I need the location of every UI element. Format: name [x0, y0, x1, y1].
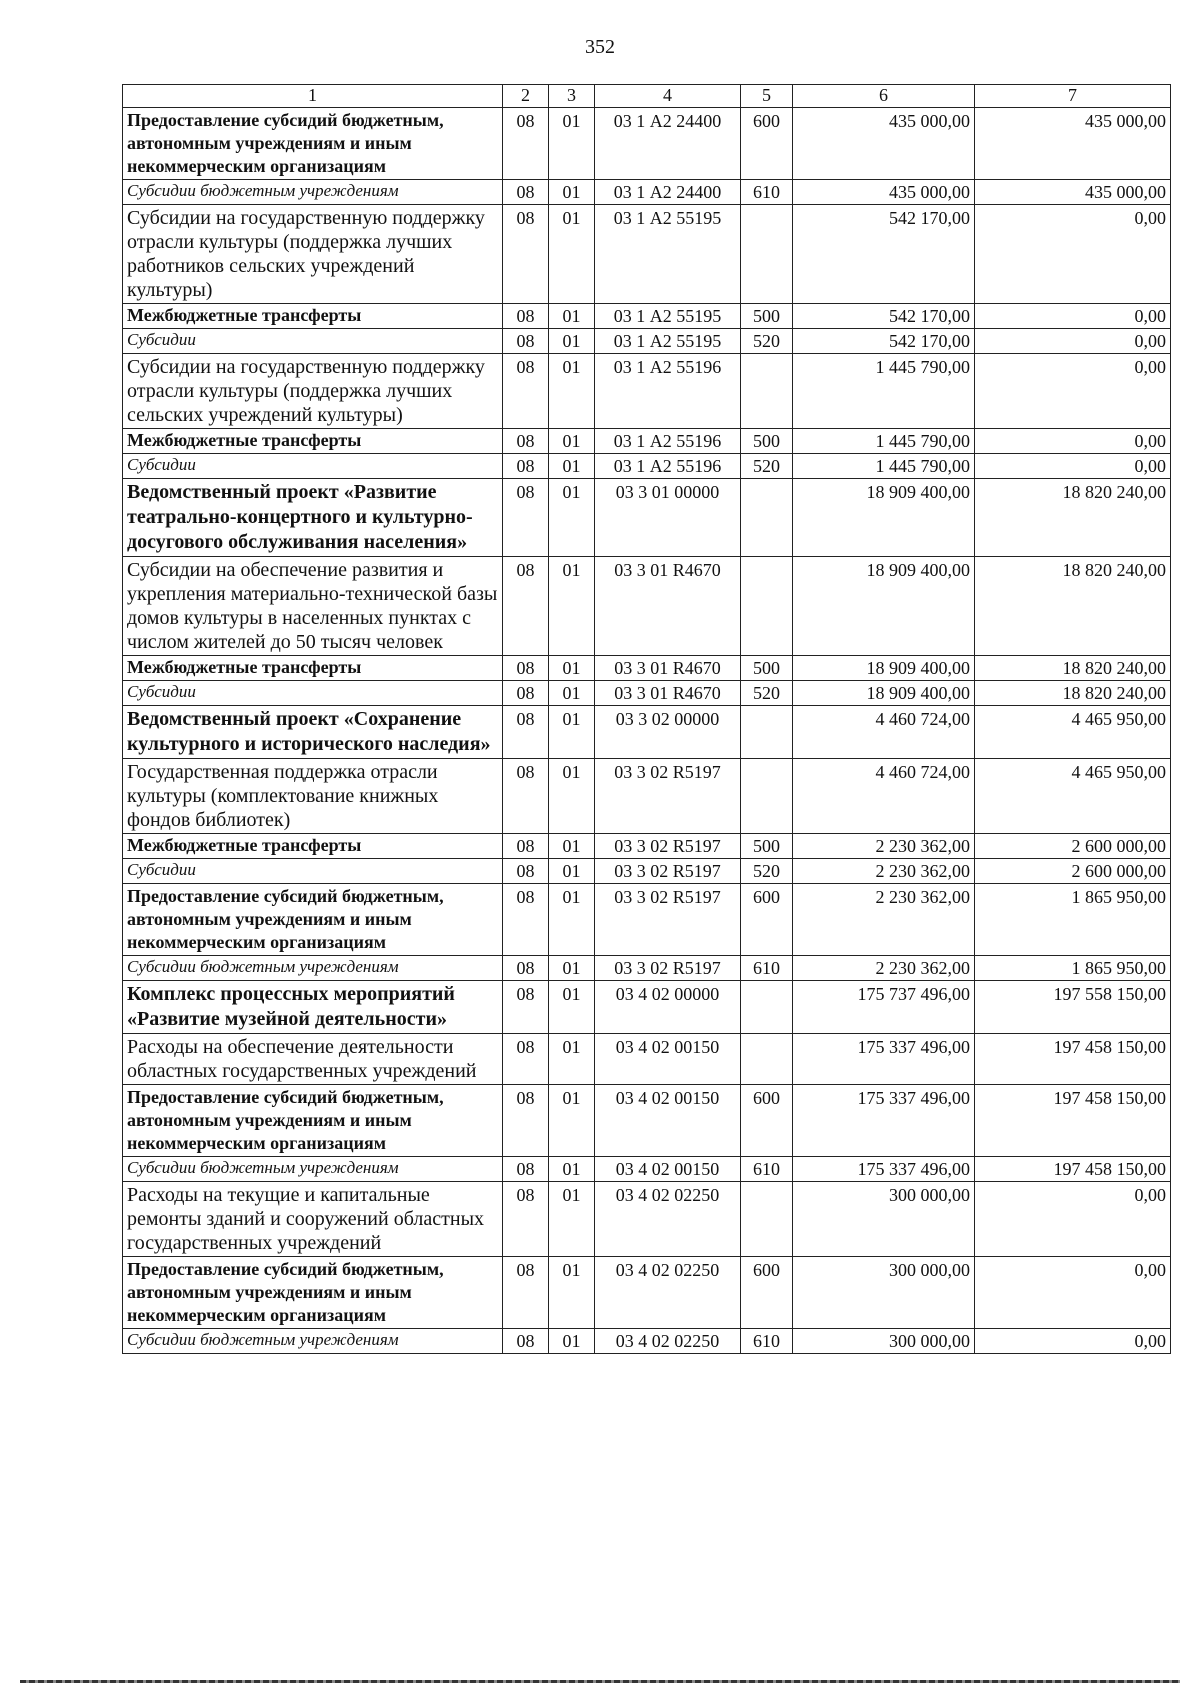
- row-name-cell: Субсидии: [123, 681, 503, 706]
- amount-col6-cell: 2 230 362,00: [793, 884, 975, 956]
- target-article-cell: 03 1 А2 55196: [595, 429, 741, 454]
- table-row: [123, 1329, 1171, 1354]
- amount-col7-cell: 18 820 240,00: [975, 681, 1171, 706]
- section-code-cell: 08: [503, 108, 549, 180]
- section-code-cell: 08: [503, 1329, 549, 1354]
- amount-col6-cell: 435 000,00: [793, 180, 975, 205]
- subsection-code-cell: 01: [549, 180, 595, 205]
- section-code-cell: 08: [503, 884, 549, 956]
- amount-col6-cell: 300 000,00: [793, 1329, 975, 1354]
- expense-type-cell: 520: [741, 681, 793, 706]
- target-article-cell: 03 1 А2 55196: [595, 454, 741, 479]
- expense-type-cell: 520: [741, 859, 793, 884]
- row-name-cell: Межбюджетные трансферты: [123, 429, 503, 454]
- target-article-cell: 03 1 А2 55195: [595, 329, 741, 354]
- section-code-cell: 08: [503, 1257, 549, 1329]
- amount-col7-cell: 4 465 950,00: [975, 759, 1171, 834]
- subsection-code-cell: 01: [549, 1085, 595, 1157]
- page-number: 352: [585, 36, 615, 58]
- target-article-cell: 03 3 02 R5197: [595, 956, 741, 981]
- amount-col7-cell: 2 600 000,00: [975, 859, 1171, 884]
- amount-col6-cell: 18 909 400,00: [793, 557, 975, 656]
- row-name-cell: Государственная поддержка отрасли культуры (комплектование книжных фондов библиотек): [123, 759, 503, 834]
- expense-type-cell: 500: [741, 304, 793, 329]
- amount-col7-cell: 197 558 150,00: [975, 981, 1171, 1034]
- table-row: [123, 706, 1171, 759]
- section-code-cell: 08: [503, 205, 549, 304]
- table-row: [123, 1157, 1171, 1182]
- table-row: [123, 329, 1171, 354]
- row-name-cell: Комплекс процессных мероприятий «Развитие музейной деятельности»: [123, 981, 503, 1034]
- expense-type-cell: 600: [741, 884, 793, 956]
- target-article-cell: 03 4 02 02250: [595, 1329, 741, 1354]
- row-name-cell: Предоставление субсидий бюджетным, автономным учреждениям и иным некоммерческим организациям: [123, 884, 503, 956]
- row-name-cell: Межбюджетные трансферты: [123, 834, 503, 859]
- table-row: [123, 557, 1171, 656]
- amount-col6-cell: 175 737 496,00: [793, 981, 975, 1034]
- row-name-cell: Субсидии бюджетным учреждениям: [123, 956, 503, 981]
- expense-type-cell: 610: [741, 1329, 793, 1354]
- amount-col7-cell: 18 820 240,00: [975, 479, 1171, 557]
- amount-col7-cell: 4 465 950,00: [975, 706, 1171, 759]
- subsection-code-cell: 01: [549, 354, 595, 429]
- subsection-code-cell: 01: [549, 205, 595, 304]
- target-article-cell: 03 3 01 R4670: [595, 681, 741, 706]
- amount-col6-cell: 2 230 362,00: [793, 859, 975, 884]
- row-name-cell: Расходы на текущие и капитальные ремонты зданий и сооружений областных государственных учреждений: [123, 1182, 503, 1257]
- amount-col6-cell: 542 170,00: [793, 329, 975, 354]
- amount-col6-cell: 435 000,00: [793, 108, 975, 180]
- target-article-cell: 03 3 02 00000: [595, 706, 741, 759]
- subsection-code-cell: 01: [549, 656, 595, 681]
- amount-col6-cell: 175 337 496,00: [793, 1034, 975, 1085]
- amount-col6-cell: 175 337 496,00: [793, 1157, 975, 1182]
- expense-type-cell: 500: [741, 834, 793, 859]
- subsection-code-cell: 01: [549, 681, 595, 706]
- amount-col6-cell: 1 445 790,00: [793, 429, 975, 454]
- amount-col7-cell: 2 600 000,00: [975, 834, 1171, 859]
- amount-col7-cell: 1 865 950,00: [975, 884, 1171, 956]
- table-row: [123, 108, 1171, 180]
- section-code-cell: 08: [503, 454, 549, 479]
- expense-type-cell: 610: [741, 956, 793, 981]
- amount-col6-cell: 1 445 790,00: [793, 454, 975, 479]
- amount-col7-cell: 0,00: [975, 329, 1171, 354]
- column-header-1: 1: [123, 85, 503, 108]
- amount-col6-cell: 18 909 400,00: [793, 681, 975, 706]
- expense-type-cell: 520: [741, 329, 793, 354]
- section-code-cell: 08: [503, 180, 549, 205]
- table-row: [123, 981, 1171, 1034]
- target-article-cell: 03 3 01 00000: [595, 479, 741, 557]
- row-name-cell: Субсидии на государственную поддержку отрасли культуры (поддержка лучших работников сельских учреждений культуры): [123, 205, 503, 304]
- target-article-cell: 03 1 А2 55195: [595, 304, 741, 329]
- section-code-cell: 08: [503, 981, 549, 1034]
- amount-col6-cell: 1 445 790,00: [793, 354, 975, 429]
- subsection-code-cell: 01: [549, 884, 595, 956]
- amount-col6-cell: 542 170,00: [793, 205, 975, 304]
- target-article-cell: 03 4 02 02250: [595, 1257, 741, 1329]
- expense-type-cell: 500: [741, 656, 793, 681]
- row-name-cell: Межбюджетные трансферты: [123, 304, 503, 329]
- subsection-code-cell: 01: [549, 706, 595, 759]
- amount-col6-cell: 4 460 724,00: [793, 759, 975, 834]
- section-code-cell: 08: [503, 429, 549, 454]
- target-article-cell: 03 3 02 R5197: [595, 834, 741, 859]
- section-code-cell: 08: [503, 479, 549, 557]
- table-row: [123, 180, 1171, 205]
- row-name-cell: Субсидии: [123, 329, 503, 354]
- section-code-cell: 08: [503, 1034, 549, 1085]
- subsection-code-cell: 01: [549, 429, 595, 454]
- target-article-cell: 03 1 А2 24400: [595, 108, 741, 180]
- section-code-cell: 08: [503, 354, 549, 429]
- table-row: [123, 956, 1171, 981]
- row-name-cell: Субсидии на государственную поддержку отрасли культуры (поддержка лучших сельских учреждений культуры): [123, 354, 503, 429]
- column-header-6: 6: [793, 85, 975, 108]
- amount-col7-cell: 0,00: [975, 1329, 1171, 1354]
- target-article-cell: 03 1 А2 55195: [595, 205, 741, 304]
- table-row: [123, 656, 1171, 681]
- table-body: [123, 108, 1171, 1354]
- expense-type-cell: 600: [741, 108, 793, 180]
- target-article-cell: 03 4 02 00000: [595, 981, 741, 1034]
- target-article-cell: 03 4 02 00150: [595, 1157, 741, 1182]
- row-name-cell: Субсидии бюджетным учреждениям: [123, 180, 503, 205]
- amount-col6-cell: 18 909 400,00: [793, 656, 975, 681]
- section-code-cell: 08: [503, 656, 549, 681]
- expense-type-cell: [741, 981, 793, 1034]
- subsection-code-cell: 01: [549, 1157, 595, 1182]
- amount-col7-cell: 435 000,00: [975, 180, 1171, 205]
- expense-type-cell: 500: [741, 429, 793, 454]
- amount-col7-cell: 0,00: [975, 354, 1171, 429]
- column-header-5: 5: [741, 85, 793, 108]
- table-row: [123, 681, 1171, 706]
- target-article-cell: 03 3 01 R4670: [595, 656, 741, 681]
- row-name-cell: Субсидии на обеспечение развития и укрепления материально-технической базы домов культуры в населенных пунктах с числом жителей до 50 тысяч человек: [123, 557, 503, 656]
- section-code-cell: 08: [503, 859, 549, 884]
- subsection-code-cell: 01: [549, 557, 595, 656]
- table-row: [123, 205, 1171, 304]
- amount-col7-cell: 0,00: [975, 429, 1171, 454]
- section-code-cell: 08: [503, 1157, 549, 1182]
- target-article-cell: 03 4 02 00150: [595, 1034, 741, 1085]
- amount-col7-cell: 435 000,00: [975, 108, 1171, 180]
- section-code-cell: 08: [503, 681, 549, 706]
- subsection-code-cell: 01: [549, 1329, 595, 1354]
- expense-type-cell: [741, 759, 793, 834]
- target-article-cell: 03 3 02 R5197: [595, 884, 741, 956]
- amount-col6-cell: 300 000,00: [793, 1182, 975, 1257]
- target-article-cell: 03 3 02 R5197: [595, 759, 741, 834]
- row-name-cell: Расходы на обеспечение деятельности областных государственных учреждений: [123, 1034, 503, 1085]
- amount-col6-cell: 18 909 400,00: [793, 479, 975, 557]
- expense-type-cell: 600: [741, 1257, 793, 1329]
- section-code-cell: 08: [503, 759, 549, 834]
- target-article-cell: 03 1 А2 24400: [595, 180, 741, 205]
- subsection-code-cell: 01: [549, 981, 595, 1034]
- subsection-code-cell: 01: [549, 1182, 595, 1257]
- amount-col7-cell: 0,00: [975, 1182, 1171, 1257]
- subsection-code-cell: 01: [549, 759, 595, 834]
- amount-col7-cell: 0,00: [975, 205, 1171, 304]
- amount-col6-cell: 2 230 362,00: [793, 956, 975, 981]
- expense-type-cell: 600: [741, 1085, 793, 1157]
- table-row: [123, 1034, 1171, 1085]
- table-row: [123, 1257, 1171, 1329]
- section-code-cell: 08: [503, 956, 549, 981]
- subsection-code-cell: 01: [549, 479, 595, 557]
- target-article-cell: 03 4 02 00150: [595, 1085, 741, 1157]
- amount-col7-cell: 0,00: [975, 454, 1171, 479]
- target-article-cell: 03 3 01 R4670: [595, 557, 741, 656]
- expense-type-cell: [741, 479, 793, 557]
- table-row: [123, 454, 1171, 479]
- column-number-row: [123, 85, 1171, 108]
- amount-col7-cell: 0,00: [975, 304, 1171, 329]
- subsection-code-cell: 01: [549, 108, 595, 180]
- column-header-2: 2: [503, 85, 549, 108]
- scan-edge-line: [20, 1680, 1180, 1683]
- section-code-cell: 08: [503, 834, 549, 859]
- amount-col7-cell: 1 865 950,00: [975, 956, 1171, 981]
- amount-col7-cell: 18 820 240,00: [975, 656, 1171, 681]
- budget-table: [122, 84, 1171, 1354]
- column-header-7: 7: [975, 85, 1171, 108]
- section-code-cell: 08: [503, 1182, 549, 1257]
- amount-col7-cell: 197 458 150,00: [975, 1034, 1171, 1085]
- subsection-code-cell: 01: [549, 1034, 595, 1085]
- expense-type-cell: 520: [741, 454, 793, 479]
- row-name-cell: Межбюджетные трансферты: [123, 656, 503, 681]
- section-code-cell: 08: [503, 304, 549, 329]
- expense-type-cell: [741, 706, 793, 759]
- amount-col7-cell: 197 458 150,00: [975, 1085, 1171, 1157]
- amount-col6-cell: 4 460 724,00: [793, 706, 975, 759]
- subsection-code-cell: 01: [549, 329, 595, 354]
- row-name-cell: Ведомственный проект «Развитие театрально-концертного и культурно-досугового обслуживания населения»: [123, 479, 503, 557]
- table-row: [123, 759, 1171, 834]
- table-row: [123, 479, 1171, 557]
- section-code-cell: 08: [503, 1085, 549, 1157]
- amount-col6-cell: 542 170,00: [793, 304, 975, 329]
- row-name-cell: Предоставление субсидий бюджетным, автономным учреждениям и иным некоммерческим организациям: [123, 108, 503, 180]
- table-row: [123, 884, 1171, 956]
- table-row: [123, 429, 1171, 454]
- expense-type-cell: [741, 205, 793, 304]
- table-row: [123, 834, 1171, 859]
- section-code-cell: 08: [503, 329, 549, 354]
- expense-type-cell: [741, 1182, 793, 1257]
- section-code-cell: 08: [503, 706, 549, 759]
- row-name-cell: Субсидии: [123, 859, 503, 884]
- amount-col7-cell: 0,00: [975, 1257, 1171, 1329]
- table-row: [123, 1182, 1171, 1257]
- amount-col6-cell: 300 000,00: [793, 1257, 975, 1329]
- amount-col6-cell: 175 337 496,00: [793, 1085, 975, 1157]
- target-article-cell: 03 1 А2 55196: [595, 354, 741, 429]
- expense-type-cell: [741, 557, 793, 656]
- column-header-4: 4: [595, 85, 741, 108]
- row-name-cell: Ведомственный проект «Сохранение культурного и исторического наследия»: [123, 706, 503, 759]
- row-name-cell: Предоставление субсидий бюджетным, автономным учреждениям и иным некоммерческим организациям: [123, 1257, 503, 1329]
- column-header-3: 3: [549, 85, 595, 108]
- target-article-cell: 03 3 02 R5197: [595, 859, 741, 884]
- row-name-cell: Предоставление субсидий бюджетным, автономным учреждениям и иным некоммерческим организациям: [123, 1085, 503, 1157]
- target-article-cell: 03 4 02 02250: [595, 1182, 741, 1257]
- subsection-code-cell: 01: [549, 1257, 595, 1329]
- table-row: [123, 859, 1171, 884]
- subsection-code-cell: 01: [549, 454, 595, 479]
- subsection-code-cell: 01: [549, 859, 595, 884]
- amount-col7-cell: 197 458 150,00: [975, 1157, 1171, 1182]
- row-name-cell: Субсидии бюджетным учреждениям: [123, 1329, 503, 1354]
- table-row: [123, 1085, 1171, 1157]
- subsection-code-cell: 01: [549, 956, 595, 981]
- table-row: [123, 304, 1171, 329]
- expense-type-cell: [741, 1034, 793, 1085]
- expense-type-cell: 610: [741, 180, 793, 205]
- subsection-code-cell: 01: [549, 304, 595, 329]
- amount-col7-cell: 18 820 240,00: [975, 557, 1171, 656]
- section-code-cell: 08: [503, 557, 549, 656]
- amount-col6-cell: 2 230 362,00: [793, 834, 975, 859]
- expense-type-cell: [741, 354, 793, 429]
- row-name-cell: Субсидии бюджетным учреждениям: [123, 1157, 503, 1182]
- expense-type-cell: 610: [741, 1157, 793, 1182]
- row-name-cell: Субсидии: [123, 454, 503, 479]
- subsection-code-cell: 01: [549, 834, 595, 859]
- table-row: [123, 354, 1171, 429]
